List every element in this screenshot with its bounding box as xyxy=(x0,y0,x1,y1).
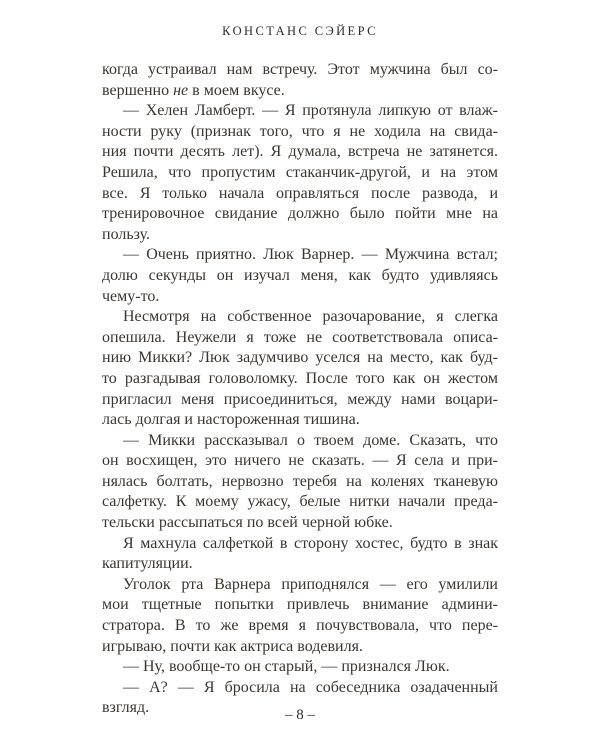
text-segment: лась долгая и настороженная тишина. xyxy=(102,411,360,429)
text-segment: когда устраивал нам встречу. Этот мужчина был со- xyxy=(102,61,498,78)
text-segment: все. Я только начала оправляться после развода, и xyxy=(102,184,498,202)
text-line xyxy=(102,163,498,184)
text-segment: — Хелен Ламберт. — Я протянула липкую от влаж- xyxy=(123,102,498,120)
text-segment: игрываю, почти как актриса водевиля. xyxy=(102,637,363,655)
text-segment: салфетку. К моему ужасу, белые нитки начали преда- xyxy=(102,493,498,511)
text-segment: Уголок рта Варнера приподнялся — его умилили xyxy=(123,575,498,593)
text-line xyxy=(102,554,498,575)
text-line xyxy=(102,492,498,513)
text-line xyxy=(102,122,498,143)
text-line xyxy=(102,245,498,266)
text-line xyxy=(102,595,498,616)
text-line xyxy=(102,678,498,699)
text-segment: вершенно xyxy=(102,81,174,99)
text-line xyxy=(102,472,498,493)
text-line xyxy=(102,81,498,102)
italic-text: не xyxy=(173,81,189,99)
text-line xyxy=(102,266,498,287)
body-text xyxy=(102,60,498,719)
text-segment: — Очень приятно. Люк Варнер. — Мужчина встал; xyxy=(123,246,498,264)
text-line xyxy=(102,657,498,678)
text-line xyxy=(102,184,498,205)
text-segment: взгляд. xyxy=(102,699,150,717)
text-segment: Решила, что пропустим стаканчик-другой, и на этом xyxy=(102,163,498,181)
text-segment: тельски рассыпаться по всей черной юбке. xyxy=(102,514,393,532)
text-line xyxy=(102,101,498,122)
text-line xyxy=(102,369,498,390)
text-line xyxy=(102,513,498,534)
text-segment: долю секунды он изучал меня, как будто удивляясь xyxy=(102,266,498,284)
text-segment: стратора. В то же время я почувствовала, что пере- xyxy=(102,617,498,635)
text-segment: нялась болтать, нервозно теребя на коленях тканевую xyxy=(102,472,498,490)
text-segment: пригласил меня присоединиться, между нами воцари- xyxy=(102,390,498,408)
text-segment: — Ну, вообще-то он старый, — признался Люк. xyxy=(123,658,450,676)
text-line xyxy=(102,328,498,349)
text-line xyxy=(102,60,498,81)
text-line xyxy=(102,390,498,411)
text-line xyxy=(102,637,498,658)
running-header: КОНСТАНС СЭЙЕРС xyxy=(222,24,378,38)
text-line xyxy=(102,142,498,163)
text-line xyxy=(102,431,498,452)
text-segment: тренировочное свидание должно было пойти мне на xyxy=(102,205,498,223)
text-line xyxy=(102,534,498,555)
text-segment: нию Микки? Люк задумчиво уселся на место, как буд- xyxy=(102,349,498,367)
text-segment: пользу. xyxy=(102,225,151,243)
text-segment: ности руку (признак того, что я не ходила на свида- xyxy=(102,122,498,140)
text-segment: — Микки рассказывал о твоем доме. Сказать, что xyxy=(123,431,498,449)
text-line xyxy=(102,307,498,328)
text-segment: чему-то. xyxy=(102,287,160,305)
text-line xyxy=(102,225,498,246)
page-number: – 8 – xyxy=(285,707,315,723)
text-line xyxy=(102,451,498,472)
text-segment: то разгадывая головоломку. После того как он жестом xyxy=(102,369,498,387)
text-segment: ния почти десять лет). Я думала, встреча не затянется. xyxy=(102,143,498,161)
text-line xyxy=(102,287,498,308)
text-line xyxy=(102,348,498,369)
text-line xyxy=(102,616,498,637)
text-segment: в моем вкусе. xyxy=(188,81,285,99)
text-segment: капитуляции. xyxy=(102,555,193,573)
text-segment: он восхищен, это ничего не сказать. — Я села и при- xyxy=(102,452,498,470)
text-segment: Несмотря на собственное разочарование, я слегка xyxy=(123,308,498,326)
text-line xyxy=(102,204,498,225)
text-line xyxy=(102,410,498,431)
text-line xyxy=(102,575,498,596)
text-segment: — А? — Я бросила на собеседника озадаченный xyxy=(123,678,498,696)
text-segment: мои тщетные попытки привлечь внимание админи- xyxy=(102,596,498,614)
text-segment: опешила. Неужели я тоже не соответствовала описа- xyxy=(102,328,498,346)
text-segment: Я махнула салфеткой в сторону хостес, будто в знак xyxy=(123,534,498,552)
